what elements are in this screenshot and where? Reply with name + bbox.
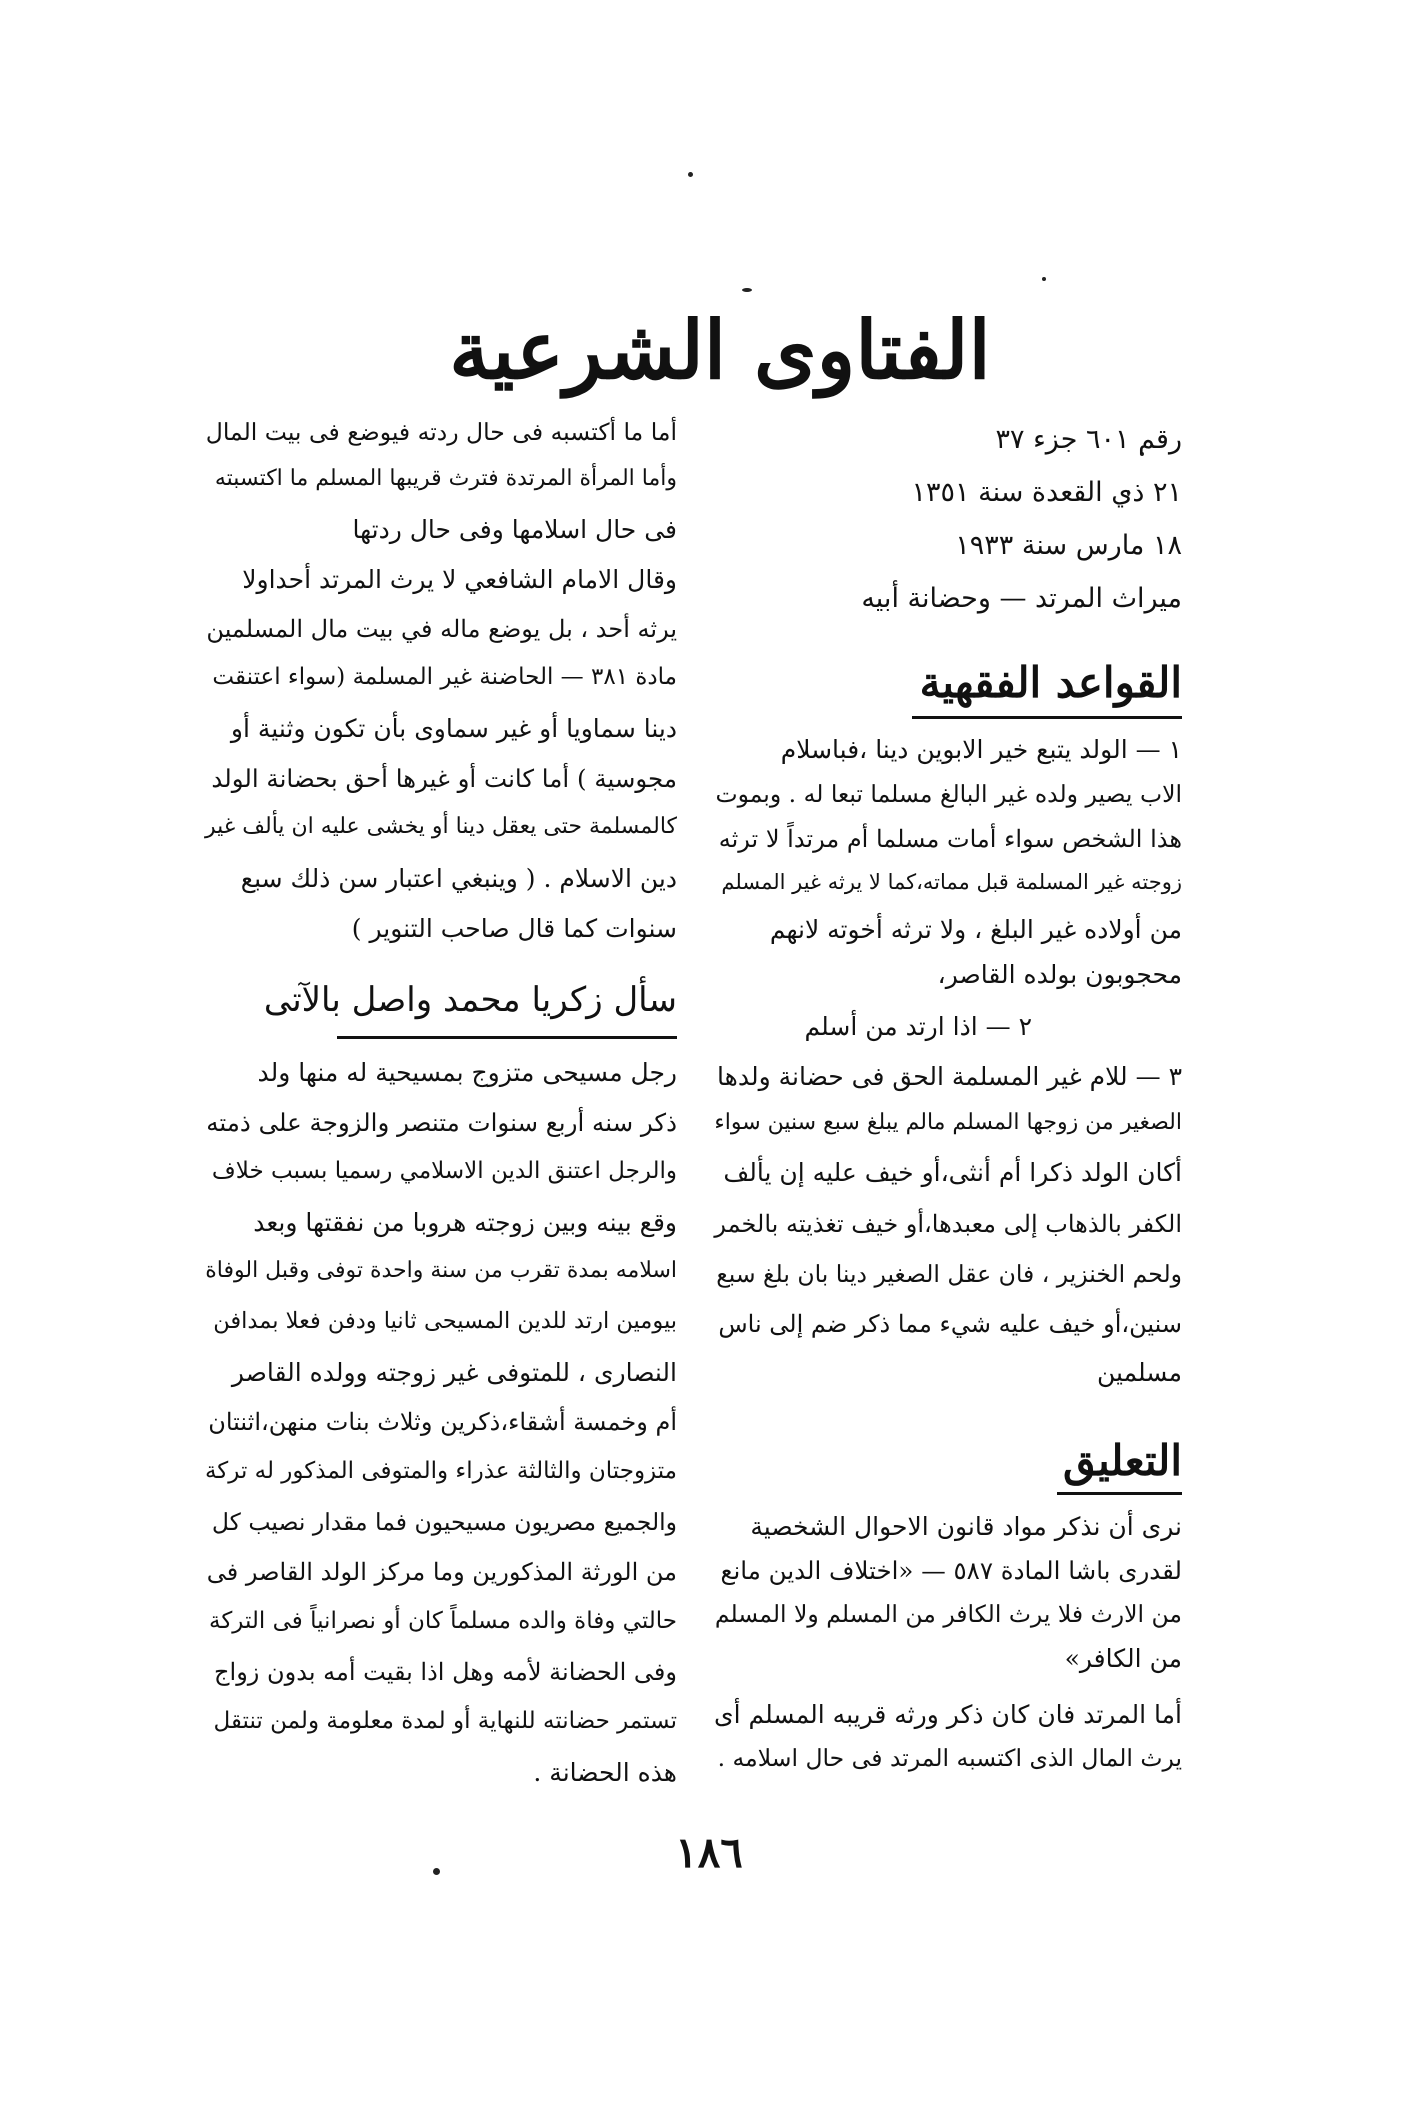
question-line: من الورثة المذكورين وما مركز الولد القاصر فى [206,1558,677,1586]
principles-line: هذا الشخص سواء أمات مسلما أم مرتداً لا ترثه [718,825,1182,853]
principles-line: مسلمين [1097,1358,1182,1387]
body-line: مجوسية ) أما كانت أو غيرها أحق بحضانة الولد [211,764,677,793]
principles-line: الاب يصير ولده غير البالغ مسلما تبعا له . وبموت [715,780,1182,808]
principles-line: ١ — الولد يتبع خير الابوين دينا ،فباسلام [780,735,1182,764]
principles-line: ولحم الخنزير ، فان عقل الصغير دينا بان بلغ سبع [716,1260,1182,1288]
principles-line: أكان الولد ذكرا أم أنثى،أو خيف عليه إن يألف [723,1158,1182,1187]
question-line: رجل مسيحى متزوج بمسيحية له منها ولد [257,1058,677,1087]
fatwa-subject: ميراث المرتد — وحضانة أبيه [861,583,1182,614]
commentary-line: من الكافر» [1064,1644,1182,1673]
heading-underline [337,1036,677,1039]
commentary-line: نرى أن نذكر مواد قانون الاحوال الشخصية [750,1512,1182,1541]
fatwa-number: رقم ٦٠١ جزء ٣٧ [995,424,1182,455]
commentary-line: لقدرى باشا المادة ٥٨٧ — «اختلاف الدين مانع [720,1556,1182,1585]
question-line: هذه الحضانة . [533,1758,677,1787]
commentary-line: أما المرتد فان كان ذكر ورثه قريبه المسلم أى [714,1700,1182,1729]
body-line: يرثه أحد ، بل يوضع ماله في بيت مال المسلمين [206,615,677,643]
page-title: الفتاوى الشرعية [449,303,991,397]
principles-heading: القواعد الفقهية [919,658,1182,707]
scan-speck [688,172,693,177]
body-line: مادة ٣٨١ — الحاضنة غير المسلمة (سواء اعتنقت [212,664,677,690]
question-line: ذكر سنه أربع سنوات متنصر والزوجة على ذمته [206,1108,677,1137]
commentary-line: يرث المال الذى اكتسبه المرتد فى حال اسلامه . [717,1744,1182,1772]
body-line: دينا سماويا أو غير سماوى بأن تكون وثنية أو [230,714,677,743]
body-line: وقال الامام الشافعي لا يرث المرتد أحداولا [242,565,677,594]
question-line: أم وخمسة أشقاء،ذكرين وثلاث بنات منهن،اثنتان [208,1408,677,1436]
page-number: ١٨٦ [675,1828,743,1877]
principles-line: الكفر بالذهاب إلى معبدها،أو خيف تغذيته بالخمر [714,1210,1182,1238]
question-line: النصارى ، للمتوفى غير زوجته وولده القاصر [231,1358,677,1387]
question-line: وقع بينه وبين زوجته هروبا من نفقتها وبعد [253,1208,677,1237]
principles-line: ٢ — اذا ارتد من أسلم [804,1012,1032,1041]
question-line: تستمر حضانته للنهاية أو لمدة معلومة ولمن تنتقل [213,1708,677,1734]
question-line: وفى الحضانة لأمه وهل اذا بقيت أمه بدون زواج [214,1658,677,1686]
heading-underline [912,716,1182,719]
question-line: حالتي وفاة والده مسلماً كان أو نصرانياً فى التركة [209,1608,677,1634]
heading-underline [1057,1492,1182,1495]
body-line: كالمسلمة حتى يعقل دينا أو يخشى عليه ان يألف غير [204,814,677,839]
hijri-date: ٢١ ذي القعدة سنة ١٣٥١ [911,477,1182,508]
body-line: وأما المرأة المرتدة فترث قريبها المسلم ما اكتسبته [214,466,677,491]
principles-line: زوجته غير المسلمة قبل مماته،كما لا يرثه غير المسلم [721,870,1182,894]
question-line: والرجل اعتنق الدين الاسلامي رسميا بسبب خلاف [211,1158,677,1184]
principles-line: الصغير من زوجها المسلم مالم يبلغ سبع سنين سواء [714,1110,1182,1135]
principles-line: من أولاده غير البلغ ، ولا ترثه أخوته لانهم [769,915,1182,944]
question-line: متزوجتان والثالثة عذراء والمتوفى المذكور له تركة [204,1458,677,1484]
commentary-line: من الارث فلا يرث الكافر من المسلم ولا المسلم [714,1600,1182,1628]
scan-speck [742,288,752,292]
gregorian-date: ١٨ مارس سنة ١٩٣٣ [955,530,1182,561]
question-line: بيومين ارتد للدين المسيحى ثانيا ودفن فعلا بمدافن [213,1308,677,1334]
principles-line: سنين،أو خيف عليه شيء مما ذكر ضم إلى ناس [718,1310,1182,1338]
principles-line: ٣ — للام غير المسلمة الحق فى حضانة ولدها [717,1062,1182,1091]
principles-line: محجوبون بولده القاصر، [937,960,1182,989]
question-heading: سأل زكريا محمد واصل بالآتى [263,980,677,1020]
body-line: فى حال اسلامها وفى حال ردتها [352,515,677,544]
question-line: اسلامه بمدة تقرب من سنة واحدة توفى وقبل الوفاة [205,1258,677,1283]
commentary-heading: التعليق [1062,1436,1182,1485]
body-line: أما ما أكتسبه فى حال ردته فيوضع فى بيت المال [205,418,677,446]
question-line: والجميع مصريون مسيحيون فما مقدار نصيب كل [211,1508,677,1536]
body-line: دين الاسلام . ( وينبغي اعتبار سن ذلك سبع [240,864,677,893]
scan-speck [1042,277,1046,281]
body-line: سنوات كما قال صاحب التنوير ) [351,914,677,943]
